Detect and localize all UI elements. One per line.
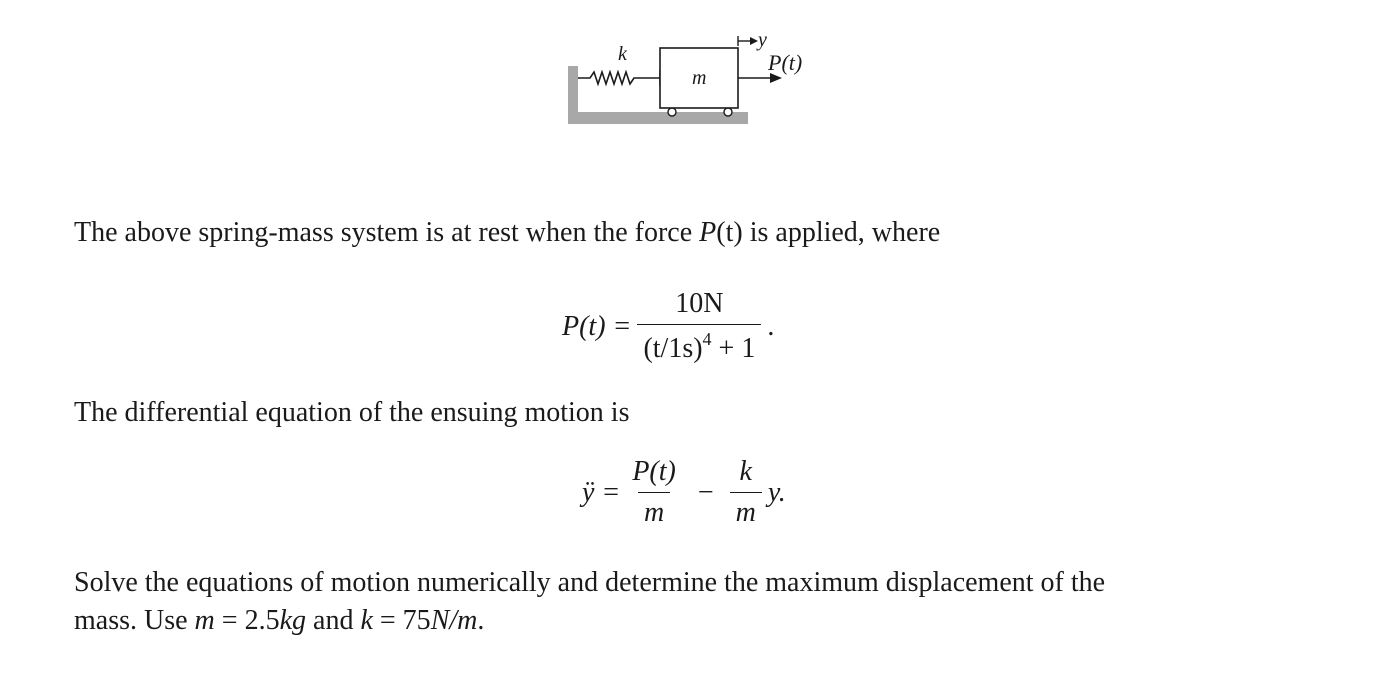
eq1-den-base: (t/1s) bbox=[643, 333, 703, 364]
equation-motion bbox=[582, 456, 786, 529]
eq1-denominator bbox=[637, 324, 761, 365]
task-m-value: = 2.5 bbox=[214, 605, 280, 636]
intro-text-b: is applied, where bbox=[742, 217, 941, 248]
paragraph-intro bbox=[74, 214, 940, 252]
eq1-lhs: P(t) = bbox=[562, 310, 632, 342]
equation-force bbox=[562, 288, 774, 365]
eq2-tail: y. bbox=[767, 476, 786, 508]
eq2-fraction-force bbox=[626, 456, 682, 529]
wheel-right bbox=[724, 108, 732, 116]
eq2-fraction-stiffness bbox=[730, 456, 762, 529]
eq1-fraction bbox=[637, 288, 761, 365]
task-k-value: = 75 bbox=[372, 605, 431, 636]
y-marker-head bbox=[750, 37, 758, 45]
ground-floor bbox=[568, 112, 748, 124]
eq2-f2-denominator: m bbox=[730, 492, 762, 529]
task-line1: Solve the equations of motion numerically and determine the maximum displacement of the bbox=[74, 567, 1106, 598]
task-Nm-unit: N/m bbox=[430, 605, 478, 636]
task-kg-unit: kg bbox=[279, 605, 307, 636]
wheel-left bbox=[668, 108, 676, 116]
label-k: k bbox=[618, 43, 627, 65]
diffeq-text: The differential equation of the ensuing motion is bbox=[74, 397, 630, 428]
eq2-f1-denominator: m bbox=[638, 492, 670, 529]
label-m: m bbox=[692, 67, 707, 89]
task-period: . bbox=[477, 605, 485, 636]
eq1-period: . bbox=[767, 310, 775, 342]
eq1-numerator: 10N bbox=[675, 288, 724, 319]
paragraph-task bbox=[74, 564, 1302, 640]
eq2-f1-numerator: P(t) bbox=[632, 456, 676, 487]
eq1-den-exponent: 4 bbox=[702, 329, 712, 349]
eq1-den-plus-one: + 1 bbox=[711, 333, 756, 364]
spring-mass-diagram bbox=[560, 28, 830, 138]
intro-text-a: The above spring-mass system is at rest when the force bbox=[74, 217, 700, 248]
paragraph-diffeq bbox=[74, 394, 629, 432]
eq2-f2-numerator: k bbox=[739, 456, 752, 487]
eq2-minus: − bbox=[697, 476, 714, 508]
task-m-symbol: m bbox=[194, 605, 215, 636]
intro-t-symbol: (t) bbox=[716, 217, 743, 248]
spring bbox=[578, 72, 660, 84]
label-P: P(t) bbox=[768, 50, 803, 75]
ground-wall bbox=[568, 66, 578, 124]
eq2-lhs: ÿ = bbox=[582, 476, 621, 508]
intro-P-symbol: P bbox=[699, 217, 717, 248]
task-k-symbol: k bbox=[360, 605, 373, 636]
label-y: y bbox=[758, 29, 767, 51]
task-and: and bbox=[306, 605, 361, 636]
task-line2-a: mass. Use bbox=[74, 605, 195, 636]
